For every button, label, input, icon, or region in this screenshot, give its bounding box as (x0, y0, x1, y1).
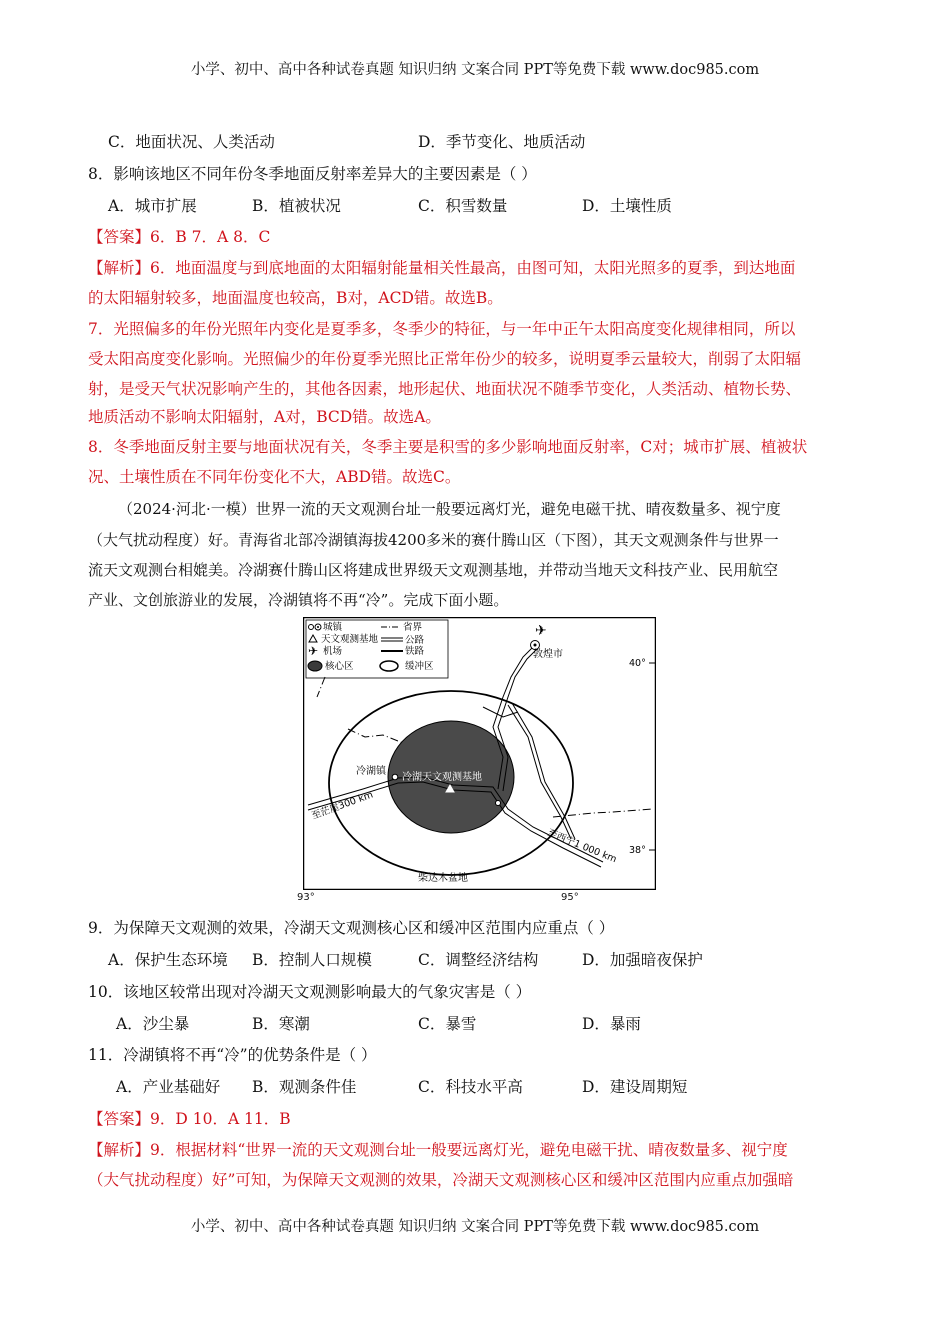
to-xining-label: 至西宁1 000 km (545, 827, 619, 866)
q10-option-d: D．暴雨 (582, 1015, 641, 1033)
explanation-line: 【解析】9．根据材料“世界一流的天文观测台址一般要远离灯光，避免电磁干扰、晴夜数量多、视宁度 (88, 1141, 788, 1159)
explanation-line: 7．光照偏多的年份光照年内变化是夏季多，冬季少的特征，与一年中正午太阳高度变化规律相同，所以 (88, 320, 796, 338)
legend-road: 公路 (405, 635, 425, 646)
q11-option-c: C．科技水平高 (418, 1078, 523, 1096)
q9-option-b: B．控制人口规模 (252, 951, 372, 969)
explanation-line: 8．冬季地面反射主要与地面状况有关，冬季主要是积雪的多少影响地面反射率，C对；城市扩展、植被状 (88, 438, 808, 456)
legend-airport: 机场 (323, 646, 343, 657)
q9-stem: 9．为保障天文观测的效果，冷湖天文观测核心区和缓冲区范围内应重点（ ） (88, 919, 615, 937)
basin-label: 柴达木盆地 (418, 873, 468, 884)
page-footer: 小学、初中、高中各种试卷真题 知识归纳 文案合同 PPT等免费下载 www.doc985.com (190, 1219, 760, 1235)
explanation-line: 【解析】6．地面温度与到底地面的太阳辐射能量相关性最高，由图可知，太阳光照多的夏季，到达地面 (88, 259, 796, 277)
dunhuang-label: 敦煌市 (533, 649, 563, 660)
core-zone-icon (308, 661, 322, 671)
q10-stem: 10．该地区较常出现对冷湖天文观测影响最大的气象灾害是（ ） (88, 983, 532, 1001)
q8-stem: 8．影响该地区不同年份冬季地面反射率差异大的主要因素是（ ） (88, 165, 537, 183)
legend-core: 核心区 (325, 661, 354, 672)
q9-option-c: C．调整经济结构 (418, 951, 539, 969)
q10-option-a: A．沙尘暴 (116, 1015, 190, 1033)
lenghu-label: 冷湖镇 (356, 766, 386, 777)
lon95-label: 95° (561, 892, 579, 903)
page-header: 小学、初中、高中各种试卷真题 知识归纳 文案合同 PPT等免费下载 www.doc985.com (190, 62, 760, 78)
q8-option-d: D．土壤性质 (582, 197, 672, 215)
passage-line: （大气扰动程度）好。青海省北部冷湖镇海拔4200多米的赛什腾山区（下图），其天文观测条件与世界一 (88, 531, 779, 549)
explanation-line: 受太阳高度变化影响。光照偏少的年份夏季光照比正常年份少的较多，说明夏季云量较大，削弱了太阳辐 (88, 350, 802, 368)
explanation-line: 地质活动不影响太阳辐射，A对，BCD错。故选A。 (88, 408, 441, 426)
q11-stem: 11．冷湖镇将不再“冷”的优势条件是（ ） (88, 1046, 377, 1064)
q8-option-c: C．积雪数量 (418, 197, 508, 215)
airport-icon: ✈ (535, 623, 547, 639)
passage-line: （2024·河北·一模）世界一流的天文观测台址一般要远离灯光，避免电磁干扰、晴夜数量多、视宁度 (118, 500, 781, 518)
legend-buffer: 缓冲区 (405, 661, 434, 672)
legend-rail: 铁路 (405, 646, 425, 657)
lat40-label: 40° (629, 658, 646, 669)
q7-option-d: D．季节变化、地质活动 (418, 133, 586, 151)
to-mangya-label: 至茫崖300 km (310, 789, 375, 822)
base-label: 冷湖天文观测基地 (402, 772, 482, 783)
explanation-line: 的太阳辐射较多，地面温度也较高，B对，ACD错。故选B。 (88, 289, 503, 307)
legend-province: 省界 (403, 622, 423, 633)
q11-option-d: D．建设周期短 (582, 1078, 688, 1096)
q11-option-b: B．观测条件佳 (252, 1078, 357, 1096)
map-legend (306, 620, 448, 678)
q9-option-a: A．保护生态环境 (108, 951, 228, 969)
passage-line: 产业、文创旅游业的发展，冷湖镇将不再“冷”。完成下面小题。 (88, 591, 509, 609)
q10-option-c: C．暴雪 (418, 1015, 477, 1033)
airport-icon: ✈ (308, 644, 319, 658)
q9-option-d: D．加强暗夜保护 (582, 951, 703, 969)
explanation-line: 况、土壤性质在不同年份变化不大，ABD错。故选C。 (88, 468, 461, 486)
legend-town: 城镇 (323, 622, 343, 633)
q8-option-a: A．城市扩展 (108, 197, 197, 215)
lon93-label: 93° (297, 892, 315, 903)
q7-option-c: C．地面状况、人类活动 (108, 133, 275, 151)
q8-option-b: B．植被状况 (252, 197, 341, 215)
answer-9-11: 【答案】9．D 10．A 11．B (88, 1110, 291, 1128)
explanation-line: 射，是受天气状况影响产生的，其他各因素，地形起伏、地面状况不随季节变化，人类活动、植物长势、 (88, 380, 802, 398)
legend-base: 天文观测基地 (321, 634, 379, 645)
passage-line: 流天文观测台相媲美。冷湖赛什腾山区将建成世界级天文观测基地，并带动当地天文科技产业、民用航空 (88, 561, 779, 579)
lat38-label: 38° (629, 845, 646, 856)
q10-option-b: B．寒潮 (252, 1015, 310, 1033)
map-figure (303, 617, 656, 890)
lenghu-marker (392, 774, 398, 780)
explanation-line: （大气扰动程度）好”可知，为保障天文观测的效果，冷湖天文观测核心区和缓冲区范围内应重点加强暗 (88, 1171, 794, 1189)
q11-option-a: A．产业基础好 (116, 1078, 221, 1096)
town-marker (496, 801, 501, 806)
answer-6-8: 【答案】6．B 7．A 8．C (88, 228, 271, 246)
